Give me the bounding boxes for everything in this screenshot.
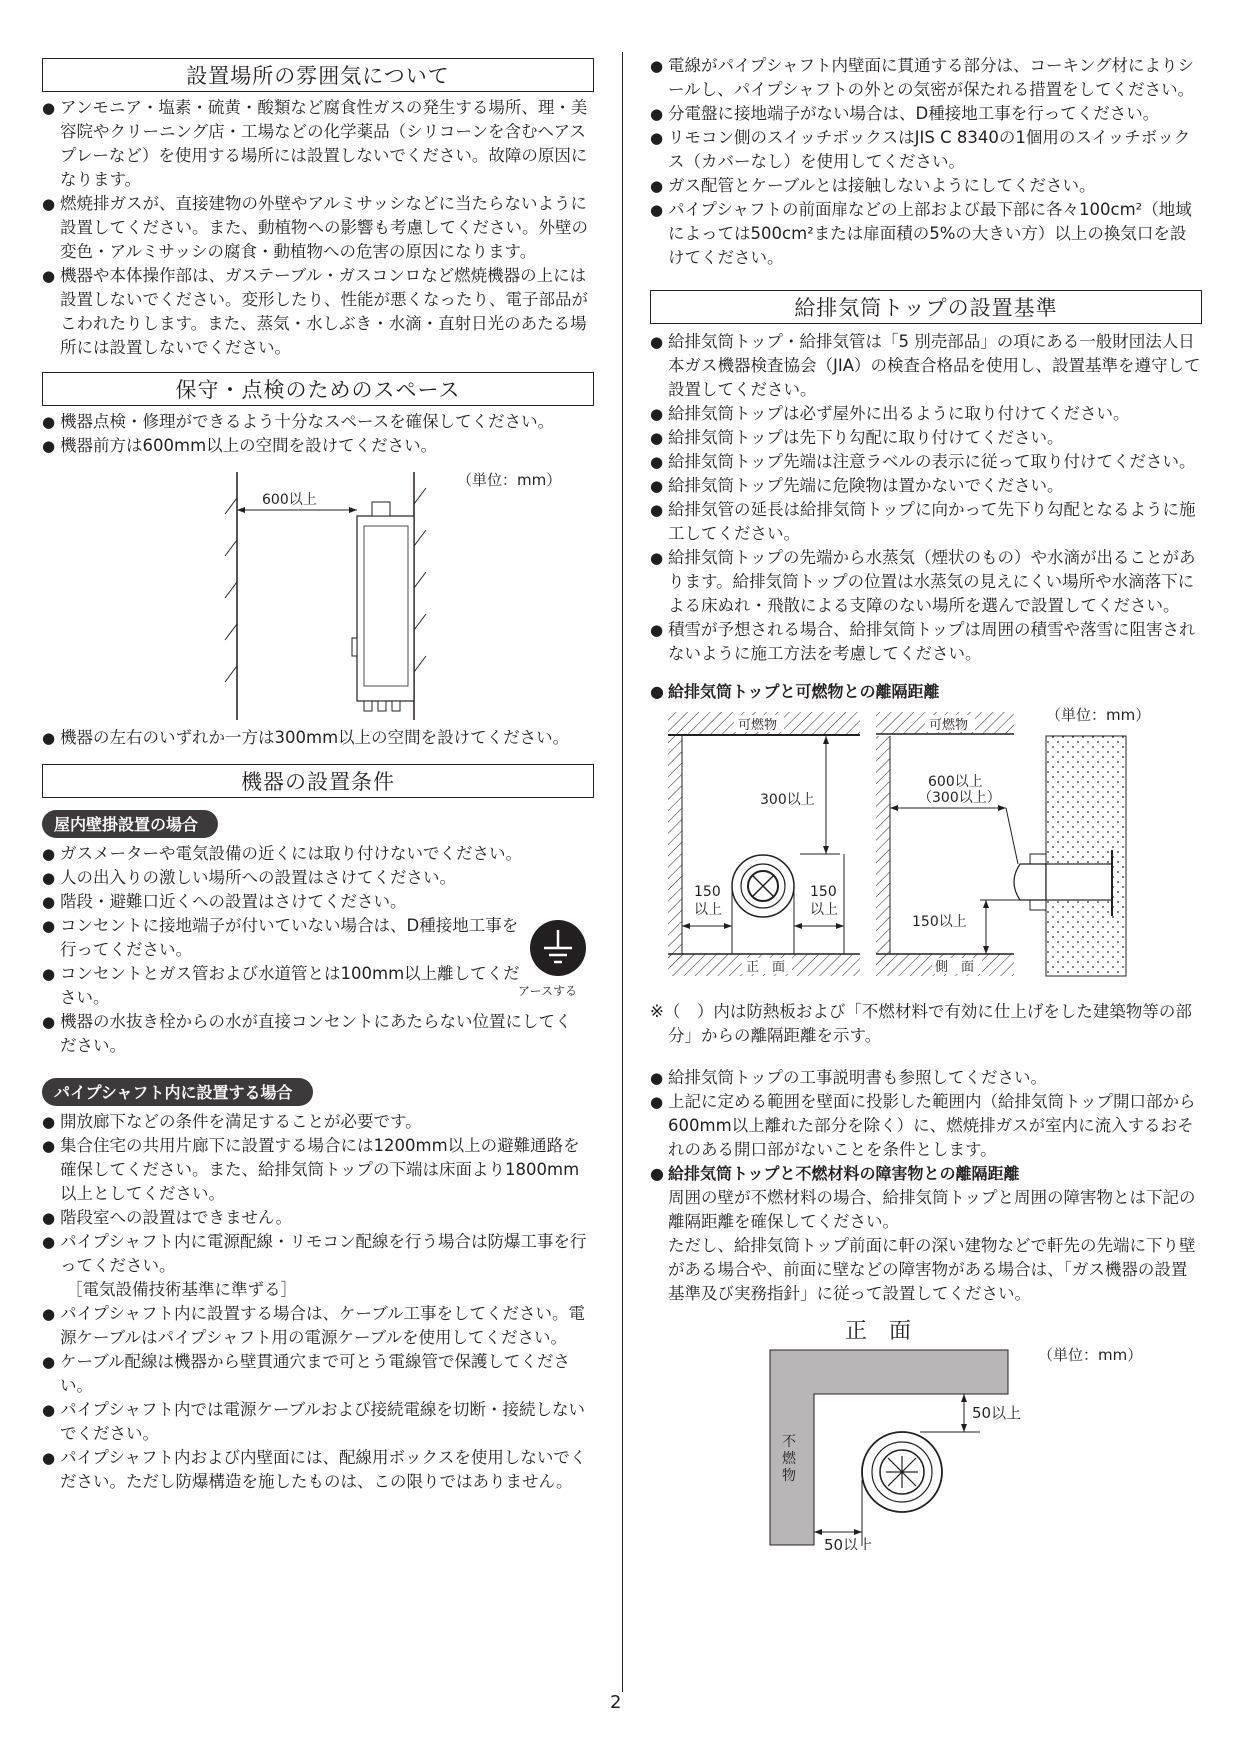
unit-label-2: （単位：mm） <box>1046 706 1151 724</box>
noncombustible-diagram <box>650 1310 1202 1550</box>
earth-icon <box>528 918 588 978</box>
noncombustible-heading: ● 給排気筒トップと不燃材料の障害物との離隔距離 <box>650 1162 1202 1186</box>
combustible-diagram <box>650 704 1202 994</box>
list-item: ● ガス配管とケーブルとは接触しないようにしてください。 <box>650 174 1202 198</box>
list-item: ● 機器の水抜き栓からの水が直接コンセントにあたらない位置にしてください。 <box>42 1010 582 1058</box>
combustible-heading: ● 給排気筒トップと可燃物との離隔距離 <box>650 680 1202 704</box>
noncombustible-para-1: 周囲の壁が不燃材料の場合、給排気筒トップと周囲の障害物とは下記の離隔距離を確保してください。 <box>668 1188 1196 1231</box>
list-item: ● 機器の左右のいずれか一方は300mm以上の空間を設けてください。 <box>42 726 594 750</box>
dimension-50-top: 50以上 <box>972 1404 1022 1422</box>
list-item: ● パイプシャフト内に電源配線・リモコン配線を行う場合は防爆工事を行ってください。 <box>42 1230 594 1278</box>
list-item: ● 燃焼排ガスが、直接建物の外壁やアルミサッシなどに当たらないように設置してください。また、動植物への影響も考慮してください。外壁の変色・アルミサッシの腐食・動植物への危害の原因になります。 <box>42 192 594 264</box>
list-item: ● 電線がパイプシャフト内壁面に貫通する部分は、コーキング材によりシールし、パイプシャフトの外との気密が保たれる措置をしてください。 <box>650 54 1202 102</box>
combustible-label-side: 可燃物 <box>929 718 969 733</box>
list-item: ● パイプシャフト内に設置する場合は、ケーブル工事をしてください。電源ケーブルはパイプシャフト用の電源ケーブルを使用してください。 <box>42 1302 594 1350</box>
combustible-label-front: 可燃物 <box>738 718 778 733</box>
list-item: ● パイプシャフト内および内壁面には、配線用ボックスを使用しないでください。ただし防爆構造を施したものは、この限りではありません。 <box>42 1446 594 1494</box>
list-item: ● 給排気管の延長は給排気筒トップに向かって先下り勾配となるように施工してください。 <box>650 498 1202 546</box>
list-item: ● 機器点検・修理ができるよう十分なスペースを確保してください。 <box>42 410 594 434</box>
indoor-list <box>42 842 582 1058</box>
maintenance-list <box>42 410 594 458</box>
left-column <box>42 58 594 1494</box>
dimension-300-paren: （300以上） <box>918 790 1001 806</box>
noncombustible-para-2: ただし、給排気筒トップ前面に軒の深い建物などで軒先の先端に下り壁がある場合や、前面に壁などの障害物がある場合は、「ガス機器の設置基準及び実務指針」に従って設置してください。 <box>668 1236 1196 1303</box>
list-item: ● 開放廊下などの条件を満足することが必要です。 <box>42 1110 594 1134</box>
noncombustible-label: 不燃物 <box>782 1434 796 1484</box>
list-item: ● リモコン側のスイッチボックスはJIS C 8340の1個用のスイッチボックス（カバーなし）を使用してください。 <box>650 126 1202 174</box>
list-item: ● 給排気筒トップは先下り勾配に取り付けてください。 <box>650 426 1202 450</box>
noncombustible-figure <box>650 1310 1202 1550</box>
subheading-indoor: 屋内壁掛設置の場合 <box>42 810 218 838</box>
pipeshaft-list <box>42 1110 594 1278</box>
list-item: ● パイプシャフトの前面扉などの上部および最下部に各々100cm²（地域によっては500cm²または扉面積の5%の大きい方）以上の換気口を設けてください。 <box>650 198 1202 270</box>
section-title-flue: 給排気筒トップの設置基準 <box>650 290 1202 324</box>
dimension-150-side: 150以上 <box>912 914 967 930</box>
side-label: 側 面 <box>935 960 975 975</box>
maintenance-diagram <box>42 458 594 726</box>
maintenance-list-2 <box>42 726 594 750</box>
list-item: ● 機器前方は600mm以上の空間を設けてください。 <box>42 434 594 458</box>
dimension-150-left: 150 <box>694 884 721 900</box>
dimension-150-right: 150 <box>810 884 837 900</box>
dimension-150-right-sub: 以上 <box>810 902 838 918</box>
list-item: ● 積雪が予想される場合、給排気筒トップは周囲の積雪や落雪に阻害されないように施工方法を考慮してください。 <box>650 618 1202 666</box>
list-item: ● 人の出入りの激しい場所への設置はさけてください。 <box>42 866 582 890</box>
dimension-150-left-sub: 以上 <box>694 902 722 918</box>
list-item: ● 給排気筒トップは必ず屋外に出るように取り付けてください。 <box>650 402 1202 426</box>
list-item: ● コンセントに接地端子が付いていない場合は、D種接地工事を行ってください。 <box>42 914 530 962</box>
wiring-list <box>650 54 1202 270</box>
dimension-600: 600以上 <box>262 492 317 508</box>
list-item: ● 給排気筒トップの工事説明書も参照してください。 <box>650 1066 1202 1090</box>
standard-note: ［電気設備技術基準に準ずる］ <box>66 1280 297 1299</box>
subheading-pipeshaft: パイプシャフト内に設置する場合 <box>42 1078 313 1106</box>
list-item: ● ケーブル配線は機器から壁貫通穴まで可とう電線管で保護してください。 <box>42 1350 594 1398</box>
list-item: ● 階段・避難口近くへの設置はさけてください。 <box>42 890 582 914</box>
list-item: ● 給排気筒トップ先端に危険物は置かないでください。 <box>650 474 1202 498</box>
section-title-atmosphere: 設置場所の雰囲気について <box>42 58 594 92</box>
flue-list-2 <box>650 1066 1202 1162</box>
page-number: 2 <box>610 1692 622 1713</box>
list-item: ● 機器や本体操作部は、ガステーブル・ガスコンロなど燃焼機器の上には設置しないでください。変形したり、性能が悪くなったり、電子部品がこわれたりします。また、蒸気・水しぶき・水滴・直射日光のあたる場所には設置しないでください。 <box>42 264 594 360</box>
list-item: ● 上記に定める範囲を壁面に投影した範囲内（給排気筒トップ開口部から600mm以上離れた部分を除く）に、燃焼排ガスが室内に流入するおそれのある開口部がないことを条件とします。 <box>650 1090 1202 1162</box>
list-item: ● 給排気筒トップ先端は注意ラベルの表示に従って取り付けてください。 <box>650 450 1202 474</box>
distance-note: ※（ ）内は防熱板および「不燃材料で有効に仕上げをした建築物等の部分」からの離隔距離を示す。 <box>650 1002 1192 1045</box>
pipeshaft-list-2 <box>42 1302 594 1494</box>
front-title: 正 面 <box>845 1319 912 1344</box>
list-item: ● ガスメーターや電気設備の近くには取り付けないでください。 <box>42 842 582 866</box>
combustible-figure <box>650 704 1202 994</box>
unit-label: （単位：mm） <box>457 471 562 489</box>
list-item: ● 給排気筒トップの先端から水蒸気（煙状のもの）や水滴が出ることがあります。給排気筒トップの位置は水蒸気の見えにくい場所や水滴落下による床ぬれ・飛散による支障のない場所を選んで設置してください。 <box>650 546 1202 618</box>
front-label: 正 面 <box>746 960 786 975</box>
list-item: ● 集合住宅の共用片廊下に設置する場合には1200mm以上の避難通路を確保してください。また、給排気筒トップの下端は床面より1800mm以上としてください。 <box>42 1134 594 1206</box>
earth-label: アースする <box>518 984 578 998</box>
flue-list <box>650 330 1202 666</box>
unit-label-3: （単位：mm） <box>1038 1346 1143 1364</box>
list-item: ● 給排気筒トップ・給排気管は「5 別売部品」の項にある一般財団法人日本ガス機器検査協会（JIA）の検査合格品を使用し、設置基準を遵守して設置してください。 <box>650 330 1202 402</box>
list-item: ● 階段室への設置はできません。 <box>42 1206 594 1230</box>
list-item: ● コンセントとガス管および水道管とは100mm以上離してください。 <box>42 962 530 1010</box>
section-title-maintenance: 保守・点検のためのスペース <box>42 372 594 406</box>
dimension-300: 300以上 <box>760 792 815 808</box>
list-item: ● アンモニア・塩素・硫黄・酸類など腐食性ガスの発生する場所、理・美容院やクリーニング店・工場などの化学薬品（シリコーンを含むヘアスプレーなど）を使用する場所には設置しないでください。故障の原因になります。 <box>42 96 594 192</box>
dimension-50-left: 50以上 <box>824 1536 874 1550</box>
list-item: ● 分電盤に接地端子がない場合は、D種接地工事を行ってください。 <box>650 102 1202 126</box>
column-divider <box>622 52 623 1692</box>
list-item: ● パイプシャフト内では電源ケーブルおよび接続電線を切断・接続しないでください。 <box>42 1398 594 1446</box>
section-title-conditions: 機器の設置条件 <box>42 764 594 798</box>
right-column <box>650 54 1202 1550</box>
maintenance-figure <box>42 458 594 726</box>
atmosphere-list <box>42 96 594 360</box>
dimension-600-side: 600以上 <box>928 774 983 790</box>
